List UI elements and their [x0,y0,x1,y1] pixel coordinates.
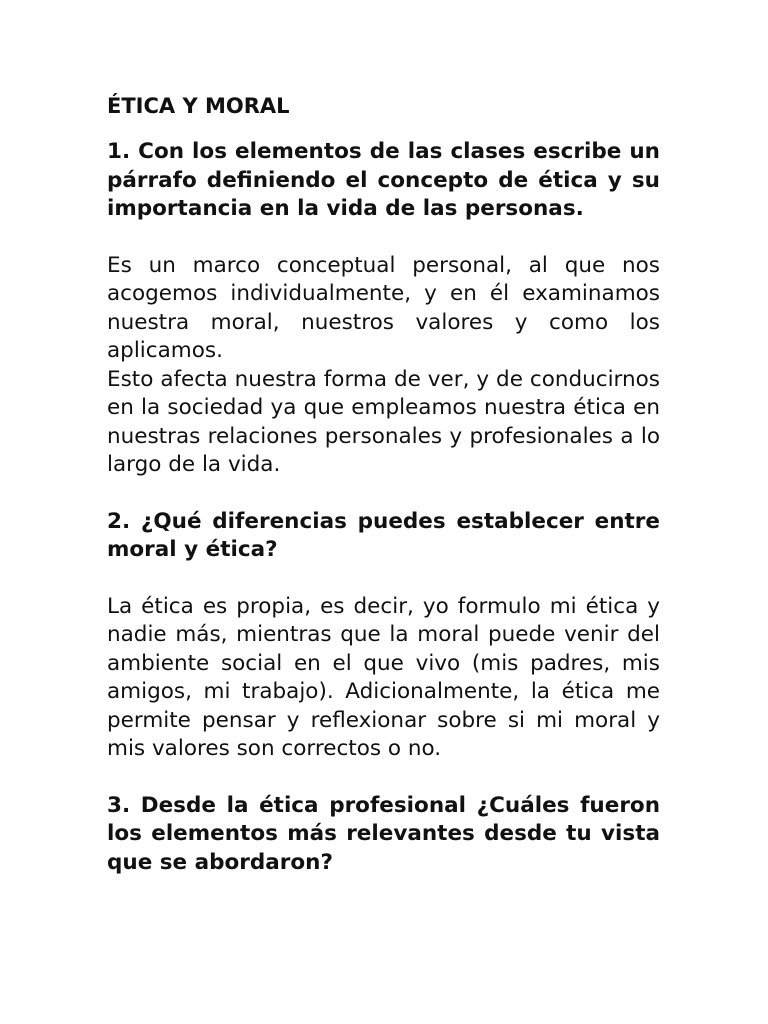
question-3: 3. Desde la ética profesional ¿Cuáles fueron los elementos más relevantes desde tu vista que se abordaron? [107,792,660,875]
document-title: ÉTICA Y MORAL [107,94,290,118]
section-3 [107,792,660,878]
answer-1 [107,252,660,480]
document-page [107,92,660,905]
section-2 [107,508,660,764]
question-1: 1. Con los elementos de las clases escribe un párrafo definiendo el concepto de ética y su importancia en la vida de las personas. [107,139,660,221]
answer-2-paragraph-1: La ética es propia, es decir, yo formulo mi ética y nadie más, mientras que la moral puede venir del ambiente social en el que vivo (mis padres, mis amigos, mi trabajo). Adicionalmente, la ética me permite pensar y reflexionar sobre si mi moral y mis valores son correctos o no. [107,593,660,761]
answer-2 [107,593,660,764]
answer-1-paragraph-1: Es un marco conceptual personal, al que nos acogemos individualmente, y en él examinamos nuestra moral, nuestros valores y como los aplicamos. [107,252,660,363]
question-2: 2. ¿Qué diferencias puedes establecer entre moral y ética? [107,508,660,562]
section-1 [107,138,660,480]
answer-1-paragraph-2: Esto afecta nuestra forma de ver, y de conducirnos en la sociedad ya que empleamos nuestra ética en nuestras relaciones personales y profesionales a lo largo de la vida. [107,366,660,477]
